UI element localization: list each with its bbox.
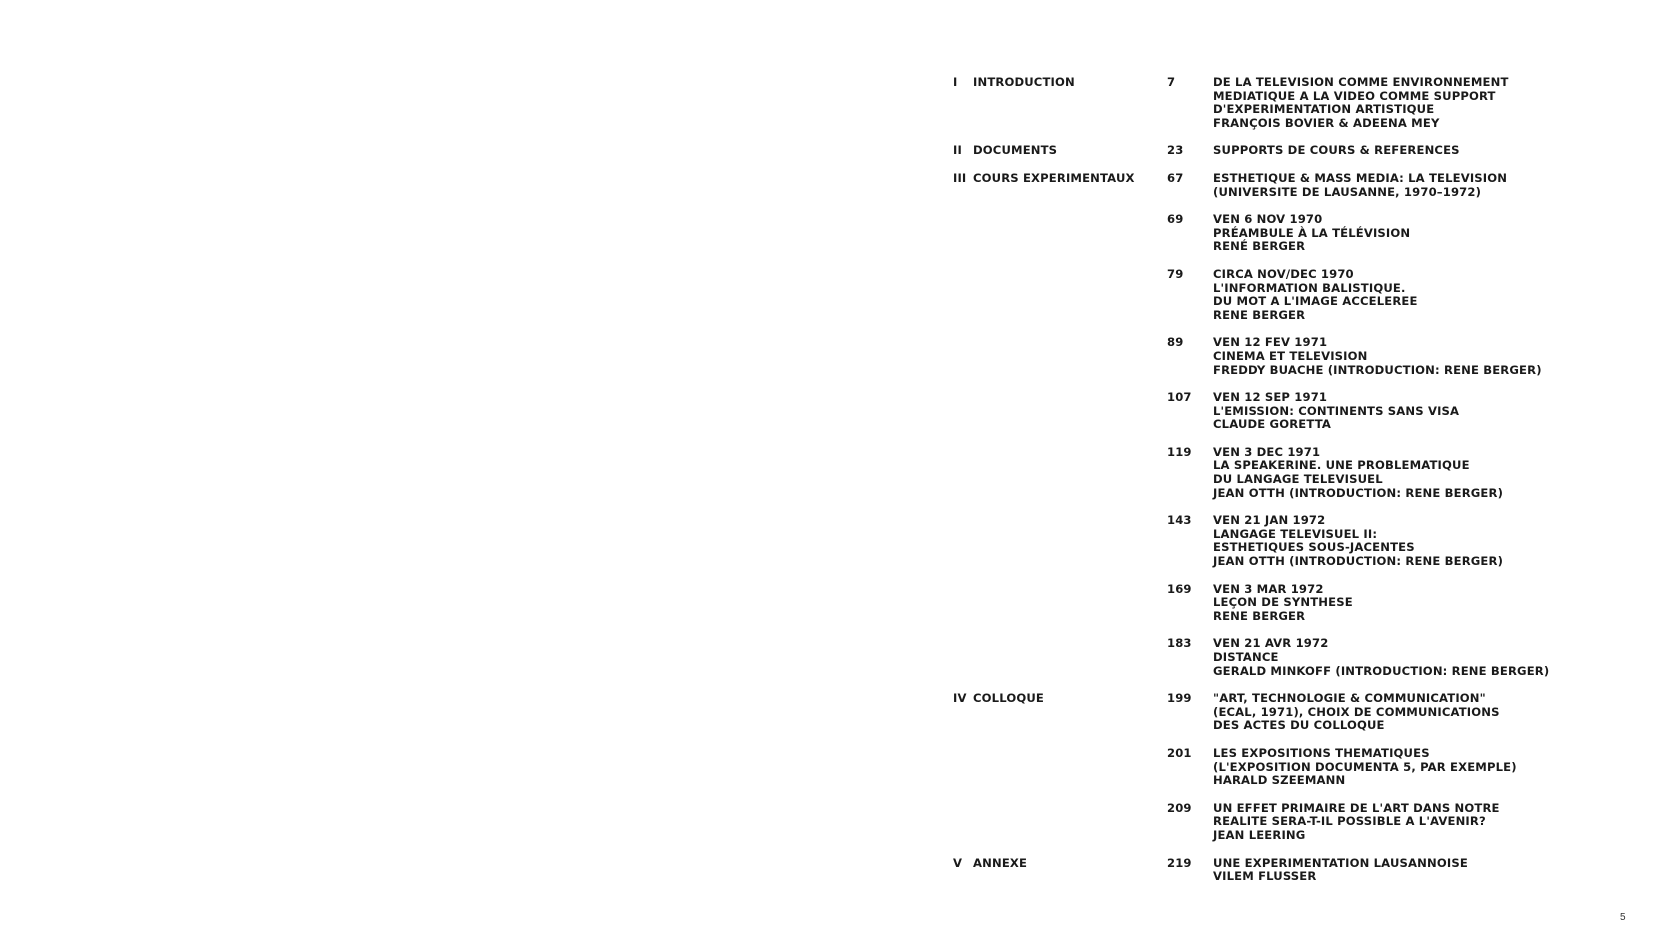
entry-line: FRANÇOIS BOVIER & ADEENA MEY bbox=[1213, 115, 1440, 130]
entry-line: VEN 12 SEP 1971 bbox=[1213, 390, 1328, 405]
entry-line: VEN 21 AVR 1972 bbox=[1213, 636, 1329, 651]
toc-entry bbox=[1167, 268, 1643, 322]
toc-section bbox=[953, 692, 1643, 856]
entry-page-number: 7 bbox=[1167, 75, 1176, 89]
section-number: V bbox=[953, 855, 963, 870]
entry-line: VEN 6 NOV 1970 bbox=[1213, 212, 1323, 227]
entry-text bbox=[1213, 637, 1643, 678]
entry-line: D'EXPERIMENTATION ARTISTIQUE bbox=[1213, 102, 1435, 117]
entry-line: L'INFORMATION BALISTIQUE. bbox=[1213, 280, 1406, 295]
entry-line: DE LA TELEVISION COMME ENVIRONNEMENT bbox=[1213, 75, 1509, 89]
entry-line: LA SPEAKERINE. UNE PROBLEMATIQUE bbox=[1213, 458, 1470, 473]
entry-line: CINEMA ET TELEVISION bbox=[1213, 348, 1368, 363]
entry-text bbox=[1213, 692, 1643, 733]
entry-line: JEAN OTTH (INTRODUCTION: RENE BERGER) bbox=[1213, 554, 1504, 569]
entry-line: PRÉAMBULE À LA TÉLÉVISION bbox=[1213, 225, 1411, 240]
table-of-contents bbox=[953, 76, 1643, 898]
toc-entry bbox=[1167, 76, 1643, 130]
entry-line: (ECAL, 1971), CHOIX DE COMMUNICATIONS bbox=[1213, 704, 1500, 719]
entry-text bbox=[1213, 172, 1643, 199]
toc-entry bbox=[1167, 802, 1643, 843]
entry-line: HARALD SZEEMANN bbox=[1213, 773, 1346, 788]
entry-line: DISTANCE bbox=[1213, 650, 1279, 664]
entry-page-number: 119 bbox=[1167, 444, 1192, 459]
entry-line: GERALD MINKOFF (INTRODUCTION: RENE BERGER) bbox=[1213, 663, 1550, 678]
toc-entry bbox=[1167, 144, 1643, 158]
entry-page-number: 69 bbox=[1167, 212, 1184, 227]
toc-section bbox=[953, 76, 1643, 144]
entry-text bbox=[1213, 857, 1643, 884]
entry-line: DU MOT A L'IMAGE ACCELEREE bbox=[1213, 294, 1418, 309]
entry-line: SUPPORTS DE COURS & REFERENCES bbox=[1213, 143, 1460, 158]
section-title: COLLOQUE bbox=[973, 691, 1044, 706]
entry-page-number: 219 bbox=[1167, 855, 1192, 870]
entry-line: VEN 12 FEV 1971 bbox=[1213, 335, 1328, 350]
entry-line: RENE BERGER bbox=[1213, 608, 1306, 623]
entry-line: ESTHETIQUE & MASS MEDIA: LA TELEVISION bbox=[1213, 170, 1508, 185]
section-title: INTRODUCTION bbox=[973, 75, 1075, 89]
entry-line: MEDIATIQUE A LA VIDEO COMME SUPPORT bbox=[1213, 88, 1496, 103]
entry-line: (L'EXPOSITION DOCUMENTA 5, PAR EXEMPLE) bbox=[1213, 759, 1517, 774]
toc-section bbox=[953, 857, 1643, 898]
section-heading bbox=[953, 857, 1027, 871]
entry-text bbox=[1213, 76, 1643, 130]
toc-section bbox=[953, 172, 1643, 692]
entry-line: REALITE SERA-T-IL POSSIBLE A L'AVENIR? bbox=[1213, 814, 1486, 829]
toc-entry bbox=[1167, 336, 1643, 377]
entry-line: LEÇON DE SYNTHESE bbox=[1213, 595, 1353, 610]
entry-text bbox=[1213, 747, 1643, 788]
entry-line: L'EMISSION: CONTINENTS SANS VISA bbox=[1213, 403, 1460, 418]
entry-page-number: 107 bbox=[1167, 390, 1192, 405]
entry-text bbox=[1213, 583, 1643, 624]
entry-line: DU LANGAGE TELEVISUEL bbox=[1213, 472, 1383, 487]
entry-page-number: 199 bbox=[1167, 691, 1192, 706]
toc-entry bbox=[1167, 172, 1643, 199]
entry-line: VEN 21 JAN 1972 bbox=[1213, 513, 1326, 528]
entry-line: VILEM FLUSSER bbox=[1213, 869, 1317, 884]
entry-page-number: 209 bbox=[1167, 800, 1192, 815]
toc-entry bbox=[1167, 637, 1643, 678]
entry-page-number: 169 bbox=[1167, 581, 1192, 596]
entry-line: LES EXPOSITIONS THEMATIQUES bbox=[1213, 745, 1430, 760]
entry-line: LANGAGE TELEVISUEL II: bbox=[1213, 526, 1378, 541]
section-number: III bbox=[953, 170, 967, 185]
entry-line: VEN 3 DEC 1971 bbox=[1213, 444, 1321, 459]
entry-text bbox=[1213, 268, 1643, 322]
entry-page-number: 67 bbox=[1167, 170, 1184, 185]
section-heading bbox=[953, 172, 1135, 186]
entry-line: VEN 3 MAR 1972 bbox=[1213, 581, 1324, 596]
entry-text bbox=[1213, 144, 1643, 158]
toc-section bbox=[953, 144, 1643, 172]
section-title: COURS EXPERIMENTAUX bbox=[973, 170, 1135, 185]
entry-line: UNE EXPERIMENTATION LAUSANNOISE bbox=[1213, 855, 1468, 870]
section-title: DOCUMENTS bbox=[973, 143, 1058, 158]
entry-text bbox=[1213, 446, 1643, 500]
section-heading bbox=[953, 144, 1057, 158]
toc-entry bbox=[1167, 514, 1643, 568]
entry-line: CIRCA NOV/DEC 1970 bbox=[1213, 266, 1354, 281]
entry-line: FREDDY BUACHE (INTRODUCTION: RENE BERGER) bbox=[1213, 362, 1542, 377]
entry-page-number: 183 bbox=[1167, 636, 1192, 651]
entry-page-number: 89 bbox=[1167, 335, 1184, 350]
entry-line: ESTHETIQUES SOUS-JACENTES bbox=[1213, 540, 1415, 555]
section-heading bbox=[953, 76, 1075, 90]
section-number: II bbox=[953, 143, 962, 158]
entry-text bbox=[1213, 336, 1643, 377]
entry-text bbox=[1213, 391, 1643, 432]
toc-entry bbox=[1167, 446, 1643, 500]
toc-entry bbox=[1167, 692, 1643, 733]
entry-text bbox=[1213, 802, 1643, 843]
entry-text bbox=[1213, 213, 1643, 254]
entry-page-number: 201 bbox=[1167, 745, 1192, 760]
entry-line: (UNIVERSITE DE LAUSANNE, 1970–1972) bbox=[1213, 184, 1482, 199]
section-number: I bbox=[953, 75, 958, 89]
entry-page-number: 143 bbox=[1167, 513, 1192, 528]
entry-line: JEAN OTTH (INTRODUCTION: RENE BERGER) bbox=[1213, 485, 1504, 500]
entry-text bbox=[1213, 514, 1643, 568]
toc-entry bbox=[1167, 391, 1643, 432]
entry-line: UN EFFET PRIMAIRE DE L'ART DANS NOTRE bbox=[1213, 800, 1500, 815]
section-title: ANNEXE bbox=[973, 855, 1028, 870]
toc-entry bbox=[1167, 747, 1643, 788]
entry-line: RENÉ BERGER bbox=[1213, 239, 1306, 254]
entry-line: "ART, TECHNOLOGIE & COMMUNICATION" bbox=[1213, 691, 1486, 706]
entry-line: DES ACTES DU COLLOQUE bbox=[1213, 718, 1385, 733]
section-number: IV bbox=[953, 691, 967, 706]
section-heading bbox=[953, 692, 1044, 706]
toc-entry bbox=[1167, 213, 1643, 254]
page-number: 5 bbox=[1620, 912, 1626, 923]
entry-line: RENE BERGER bbox=[1213, 307, 1306, 322]
entry-page-number: 79 bbox=[1167, 266, 1184, 281]
toc-entry bbox=[1167, 857, 1643, 884]
entry-page-number: 23 bbox=[1167, 143, 1184, 158]
entry-line: JEAN LEERING bbox=[1213, 827, 1306, 842]
toc-entry bbox=[1167, 583, 1643, 624]
entry-line: CLAUDE GORETTA bbox=[1213, 417, 1331, 432]
